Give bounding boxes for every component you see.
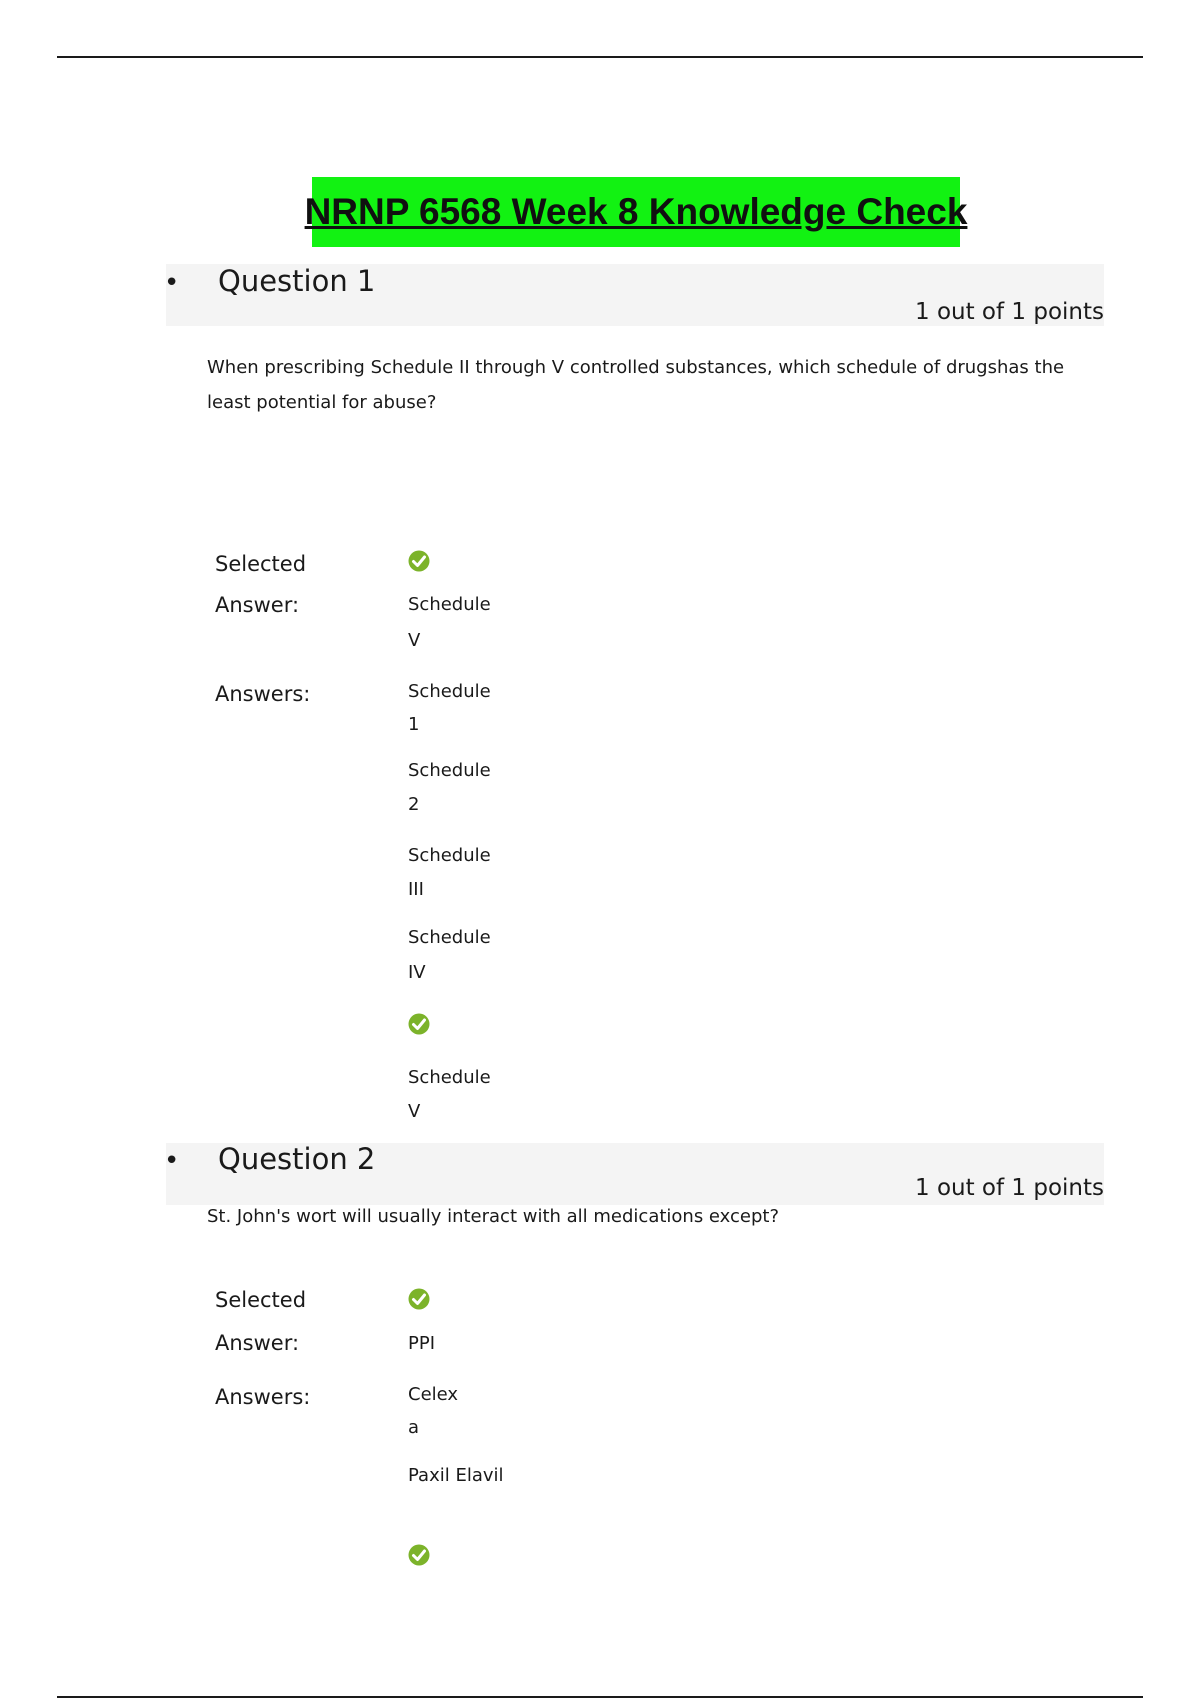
question-2-points: 1 out of 1 points xyxy=(915,1175,1104,1201)
question-1-text: When prescribing Schedule II through V controlled substances, which schedule of drugshas the least potential for abuse? xyxy=(207,357,1065,413)
check-circle-icon xyxy=(408,1544,430,1566)
top-divider xyxy=(57,56,1143,58)
answer-option: Schedule xyxy=(408,845,491,866)
answer-label: Answer: xyxy=(215,1331,300,1355)
bullet: • xyxy=(164,1146,180,1176)
answers-label: Answers: xyxy=(215,1385,311,1409)
answers-label: Answers: xyxy=(215,682,311,706)
answer-option: Schedule xyxy=(408,681,491,702)
selected-answer-line-1: Schedule xyxy=(408,594,491,615)
answer-option-line-2: III xyxy=(408,879,424,900)
selected-answer-line-1: PPI xyxy=(408,1333,436,1354)
answer-option-line-2: V xyxy=(408,1101,421,1122)
selected-label: Selected xyxy=(215,552,307,576)
check-circle-icon xyxy=(408,1288,430,1310)
bottom-divider xyxy=(57,1696,1143,1698)
question-2-title: Question 2 xyxy=(218,1142,376,1176)
answer-option-line-2: 2 xyxy=(408,794,420,815)
question-1-title: Question 1 xyxy=(218,264,376,298)
page-title: NRNP 6568 Week 8 Knowledge Check xyxy=(312,177,960,247)
answer-label: Answer: xyxy=(215,593,300,617)
bullet: • xyxy=(164,268,180,298)
answer-option-correct: Schedule xyxy=(408,1067,491,1088)
answer-option: Schedule xyxy=(408,760,491,781)
check-circle-icon xyxy=(408,550,430,572)
question-2-text: St. John's wort will usually interact with all medications except? xyxy=(207,1206,780,1227)
answer-option: Schedule xyxy=(408,927,491,948)
answer-option: Celex xyxy=(408,1384,459,1405)
check-circle-icon xyxy=(408,1013,430,1035)
question-1-points: 1 out of 1 points xyxy=(915,299,1104,325)
answer-option: Paxil Elavil xyxy=(408,1465,504,1486)
selected-label: Selected xyxy=(215,1288,307,1312)
answer-option-line-2: 1 xyxy=(408,714,420,735)
selected-answer-line-2: V xyxy=(408,630,421,651)
answer-option-line-2: IV xyxy=(408,962,426,983)
answer-option-line-2: a xyxy=(408,1417,420,1438)
